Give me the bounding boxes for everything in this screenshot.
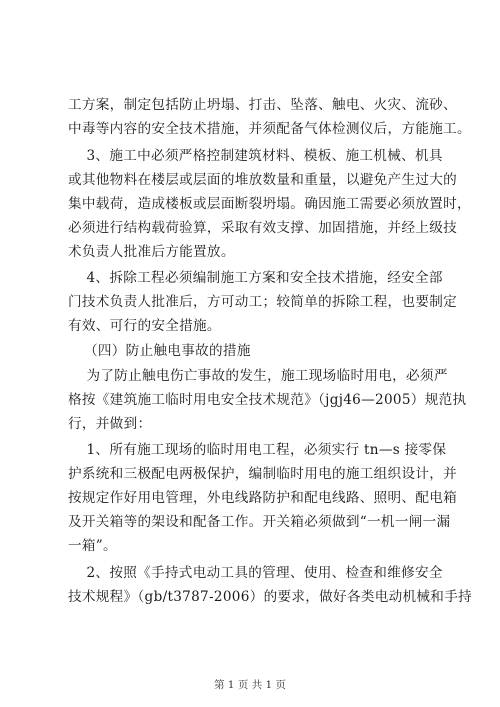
text-line: 一箱”。 bbox=[68, 538, 117, 554]
text-line: 1、所有施工现场的临时用电工程，必须实行 tn—s 接零保 bbox=[68, 442, 447, 458]
text-line: 中毒等内容的安全技术措施，并须配备气体检测仪后，方能施工。 bbox=[68, 121, 471, 137]
paragraph-item-1 bbox=[68, 438, 458, 558]
text-line: 格按《建筑施工临时用电安全技术规范》（jgj46—2005）规范执 bbox=[68, 392, 467, 408]
page-number-footer: 第 1 页 共 1 页 bbox=[213, 679, 287, 691]
text-line: 3、施工中必须严格控制建筑材料、模板、施工机械、机具 bbox=[68, 148, 443, 164]
paragraph-construction-plan bbox=[68, 93, 471, 141]
text-line: 集中载荷，造成楼板或层面断裂坍塌。确因施工需要必须放置时， bbox=[68, 196, 471, 212]
text-line: 术负责人批准后方能置放。 bbox=[68, 244, 235, 260]
paragraph-item-3 bbox=[68, 144, 471, 264]
text-line: 必须进行结构载荷验算，采取有效支撑、加固措施，并经上级技 bbox=[68, 220, 458, 236]
text-line: 及开关箱等的架设和配备工作。开关箱必须做到“一机一闸一漏 bbox=[68, 514, 451, 530]
paragraph-intro-electric bbox=[68, 364, 467, 436]
text-line: 4、拆除工程必须编制施工方案和安全技术措施，经安全部 bbox=[68, 270, 443, 286]
section-heading: （四）防止触电事故的措施 bbox=[84, 343, 251, 359]
text-line: 行，并做到： bbox=[68, 416, 152, 432]
text-line: 护系统和三极配电两极保护，编制临时用电的施工组织设计，并 bbox=[68, 466, 458, 482]
text-line: 按规定作好用电管理，外电线路防护和配电线路、照明、配电箱 bbox=[68, 490, 458, 506]
text-line: 门技术负责人批准后，方可动工；较简单的拆除工程，也要制定 bbox=[68, 294, 458, 310]
text-line: 2、按照《手持式电动工具的管理、使用、检查和维修安全 bbox=[68, 565, 443, 581]
text-line: 为了防止触电伤亡事故的发生，施工现场临时用电，必须严 bbox=[68, 368, 448, 384]
text-line: 工方案，制定包括防止坍塌、打击、坠落、触电、火灾、流砂、 bbox=[68, 97, 458, 113]
paragraph-item-2 bbox=[68, 561, 472, 609]
text-line: 有效、可行的安全措施。 bbox=[68, 318, 221, 334]
text-line: 或其他物料在楼层或层面的堆放数量和重量，以避免产生过大的 bbox=[68, 172, 458, 188]
text-line: 技术规程》（gb/t3787-2006）的要求，做好各类电动机械和手持 bbox=[68, 589, 472, 605]
paragraph-item-4 bbox=[68, 266, 458, 338]
